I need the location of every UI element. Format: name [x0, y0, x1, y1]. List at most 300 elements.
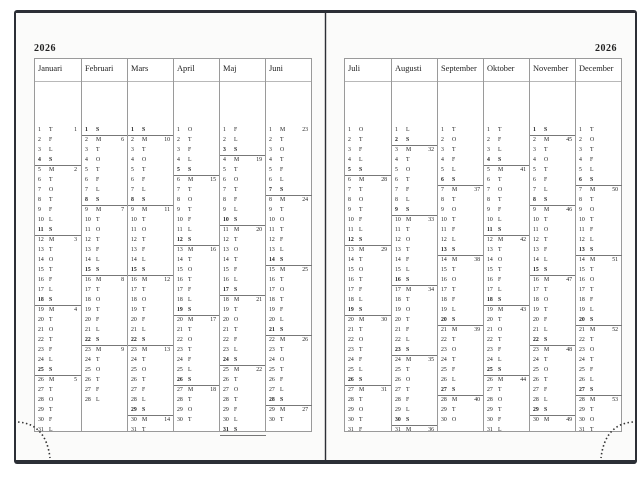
day-row[interactable]	[35, 405, 81, 415]
day-row[interactable]	[576, 305, 622, 315]
day-row[interactable]	[392, 325, 438, 335]
day-row[interactable]	[128, 235, 174, 245]
day-row[interactable]	[576, 335, 622, 345]
day-row[interactable]	[484, 305, 530, 315]
day-row[interactable]	[392, 365, 438, 375]
day-row[interactable]	[438, 125, 484, 135]
day-row[interactable]	[438, 305, 484, 315]
day-row[interactable]	[82, 365, 128, 375]
day-row[interactable]	[82, 305, 128, 315]
day-row[interactable]	[530, 255, 576, 265]
day-row[interactable]	[438, 235, 484, 245]
day-row[interactable]	[35, 255, 81, 265]
day-row[interactable]	[220, 295, 266, 305]
day-row[interactable]	[392, 265, 438, 275]
day-row[interactable]	[128, 165, 174, 175]
day-row[interactable]	[530, 215, 576, 225]
day-row[interactable]	[128, 355, 174, 365]
day-row[interactable]	[438, 415, 484, 425]
day-row[interactable]	[35, 205, 81, 215]
day-row[interactable]	[220, 385, 266, 395]
day-row[interactable]	[392, 195, 438, 205]
day-row[interactable]	[220, 325, 266, 335]
day-row[interactable]	[174, 185, 220, 195]
day-row[interactable]	[345, 335, 391, 345]
day-row[interactable]	[438, 355, 484, 365]
day-row[interactable]	[266, 355, 312, 365]
day-row[interactable]	[392, 295, 438, 305]
day-row[interactable]	[174, 385, 220, 395]
day-row[interactable]	[576, 165, 622, 175]
day-row[interactable]	[392, 405, 438, 415]
day-row[interactable]	[82, 255, 128, 265]
day-row[interactable]	[392, 285, 438, 295]
day-row[interactable]	[82, 205, 128, 215]
day-row[interactable]	[484, 265, 530, 275]
day-row[interactable]	[174, 405, 220, 415]
day-row[interactable]	[35, 325, 81, 335]
day-row[interactable]	[128, 255, 174, 265]
day-row[interactable]	[266, 195, 312, 205]
day-row[interactable]	[35, 345, 81, 355]
day-row[interactable]	[530, 135, 576, 145]
day-row[interactable]	[530, 225, 576, 235]
day-row[interactable]	[220, 375, 266, 385]
day-row[interactable]	[266, 305, 312, 315]
day-row[interactable]	[82, 355, 128, 365]
day-row[interactable]	[438, 195, 484, 205]
day-row[interactable]	[576, 365, 622, 375]
day-row[interactable]	[35, 335, 81, 345]
day-row[interactable]	[266, 315, 312, 325]
day-row[interactable]	[530, 155, 576, 165]
day-row[interactable]	[266, 335, 312, 345]
day-row[interactable]	[345, 245, 391, 255]
day-row[interactable]	[345, 275, 391, 285]
day-row[interactable]	[392, 125, 438, 135]
day-row[interactable]	[438, 265, 484, 275]
day-row[interactable]	[266, 145, 312, 155]
day-row[interactable]	[82, 135, 128, 145]
day-row[interactable]	[220, 255, 266, 265]
day-row[interactable]	[220, 165, 266, 175]
day-row[interactable]	[484, 185, 530, 195]
day-row[interactable]	[530, 275, 576, 285]
day-row[interactable]	[82, 395, 128, 405]
day-row[interactable]	[345, 185, 391, 195]
day-row[interactable]	[266, 365, 312, 375]
day-row[interactable]	[82, 165, 128, 175]
day-row[interactable]	[174, 265, 220, 275]
day-row[interactable]	[438, 205, 484, 215]
day-row[interactable]	[220, 315, 266, 325]
day-row[interactable]	[530, 175, 576, 185]
day-row[interactable]	[484, 165, 530, 175]
day-row[interactable]	[82, 275, 128, 285]
day-row[interactable]	[174, 315, 220, 325]
day-row[interactable]	[484, 145, 530, 155]
day-row[interactable]	[174, 155, 220, 165]
day-row[interactable]	[35, 135, 81, 145]
day-row[interactable]	[35, 175, 81, 185]
day-row[interactable]	[82, 185, 128, 195]
day-row[interactable]	[35, 315, 81, 325]
day-row[interactable]	[35, 235, 81, 245]
day-row[interactable]	[530, 395, 576, 405]
day-row[interactable]	[35, 245, 81, 255]
day-row[interactable]	[220, 345, 266, 355]
day-row[interactable]	[576, 395, 622, 405]
day-row[interactable]	[35, 265, 81, 275]
day-row[interactable]	[484, 335, 530, 345]
day-row[interactable]	[266, 265, 312, 275]
day-row[interactable]	[174, 125, 220, 135]
day-row[interactable]	[484, 125, 530, 135]
day-row[interactable]	[576, 275, 622, 285]
day-row[interactable]	[35, 185, 81, 195]
day-row[interactable]	[392, 145, 438, 155]
day-row[interactable]	[576, 405, 622, 415]
day-row[interactable]	[345, 205, 391, 215]
day-row[interactable]	[345, 295, 391, 305]
day-row[interactable]	[174, 175, 220, 185]
day-row[interactable]	[345, 225, 391, 235]
day-row[interactable]	[174, 345, 220, 355]
day-row[interactable]	[35, 285, 81, 295]
day-row[interactable]	[128, 225, 174, 235]
day-row[interactable]	[576, 255, 622, 265]
day-row[interactable]	[576, 205, 622, 215]
day-row[interactable]	[576, 235, 622, 245]
day-row[interactable]	[530, 305, 576, 315]
day-row[interactable]	[576, 195, 622, 205]
day-row[interactable]	[392, 215, 438, 225]
day-row[interactable]	[128, 245, 174, 255]
day-row[interactable]	[345, 415, 391, 425]
day-row[interactable]	[82, 225, 128, 235]
day-row[interactable]	[484, 275, 530, 285]
day-row[interactable]	[438, 225, 484, 235]
day-row[interactable]	[392, 355, 438, 365]
day-row[interactable]	[345, 285, 391, 295]
day-row[interactable]	[576, 325, 622, 335]
day-row[interactable]	[576, 265, 622, 275]
day-row[interactable]	[266, 375, 312, 385]
day-row[interactable]	[484, 355, 530, 365]
day-row[interactable]	[82, 245, 128, 255]
day-row[interactable]	[220, 335, 266, 345]
day-row[interactable]	[392, 155, 438, 165]
day-row[interactable]	[484, 245, 530, 255]
day-row[interactable]	[128, 275, 174, 285]
day-row[interactable]	[266, 205, 312, 215]
day-row[interactable]	[82, 295, 128, 305]
day-row[interactable]	[576, 145, 622, 155]
day-row[interactable]	[345, 195, 391, 205]
day-row[interactable]	[35, 395, 81, 405]
day-row[interactable]	[438, 365, 484, 375]
day-row[interactable]	[128, 155, 174, 165]
day-row[interactable]	[576, 375, 622, 385]
day-row[interactable]	[484, 315, 530, 325]
day-row[interactable]	[345, 135, 391, 145]
day-row[interactable]	[82, 215, 128, 225]
day-row[interactable]	[576, 155, 622, 165]
day-row[interactable]	[438, 155, 484, 165]
day-row[interactable]	[82, 315, 128, 325]
day-row[interactable]	[484, 235, 530, 245]
day-row[interactable]	[484, 205, 530, 215]
day-row[interactable]	[392, 235, 438, 245]
day-row[interactable]	[530, 165, 576, 175]
day-row[interactable]	[438, 395, 484, 405]
day-row[interactable]	[484, 255, 530, 265]
day-row[interactable]	[128, 185, 174, 195]
day-row[interactable]	[128, 375, 174, 385]
day-row[interactable]	[438, 185, 484, 195]
day-row[interactable]	[345, 325, 391, 335]
day-row[interactable]	[35, 355, 81, 365]
day-row[interactable]	[266, 215, 312, 225]
day-row[interactable]	[220, 185, 266, 195]
day-row[interactable]	[530, 375, 576, 385]
day-row[interactable]	[266, 125, 312, 135]
day-row[interactable]	[392, 245, 438, 255]
day-row[interactable]	[392, 165, 438, 175]
day-row[interactable]	[128, 365, 174, 375]
day-row[interactable]	[266, 135, 312, 145]
day-row[interactable]	[220, 245, 266, 255]
day-row[interactable]	[35, 195, 81, 205]
day-row[interactable]	[438, 325, 484, 335]
day-row[interactable]	[530, 285, 576, 295]
day-row[interactable]	[174, 215, 220, 225]
day-row[interactable]	[392, 185, 438, 195]
day-row[interactable]	[484, 175, 530, 185]
day-row[interactable]	[174, 325, 220, 335]
day-row[interactable]	[438, 255, 484, 265]
day-row[interactable]	[438, 405, 484, 415]
day-row[interactable]	[35, 375, 81, 385]
day-row[interactable]	[266, 295, 312, 305]
day-row[interactable]	[576, 285, 622, 295]
day-row[interactable]	[220, 195, 266, 205]
day-row[interactable]	[392, 255, 438, 265]
day-row[interactable]	[174, 145, 220, 155]
day-row[interactable]	[82, 375, 128, 385]
day-row[interactable]	[530, 355, 576, 365]
day-row[interactable]	[266, 165, 312, 175]
day-row[interactable]	[484, 285, 530, 295]
day-row[interactable]	[484, 345, 530, 355]
day-row[interactable]	[345, 365, 391, 375]
day-row[interactable]	[345, 395, 391, 405]
day-row[interactable]	[82, 155, 128, 165]
day-row[interactable]	[392, 305, 438, 315]
day-row[interactable]	[484, 215, 530, 225]
day-row[interactable]	[530, 345, 576, 355]
day-row[interactable]	[484, 135, 530, 145]
day-row[interactable]	[266, 275, 312, 285]
day-row[interactable]	[576, 345, 622, 355]
day-row[interactable]	[266, 345, 312, 355]
day-row[interactable]	[530, 315, 576, 325]
day-row[interactable]	[128, 395, 174, 405]
day-row[interactable]	[392, 225, 438, 235]
day-row[interactable]	[438, 165, 484, 175]
day-row[interactable]	[392, 385, 438, 395]
day-row[interactable]	[220, 225, 266, 235]
day-row[interactable]	[174, 255, 220, 265]
day-row[interactable]	[82, 385, 128, 395]
day-row[interactable]	[484, 395, 530, 405]
day-row[interactable]	[392, 375, 438, 385]
day-row[interactable]	[345, 345, 391, 355]
day-row[interactable]	[174, 245, 220, 255]
day-row[interactable]	[128, 135, 174, 145]
day-row[interactable]	[266, 235, 312, 245]
day-row[interactable]	[484, 425, 530, 435]
day-row[interactable]	[128, 215, 174, 225]
day-row[interactable]	[128, 175, 174, 185]
day-row[interactable]	[530, 205, 576, 215]
day-row[interactable]	[345, 145, 391, 155]
day-row[interactable]	[174, 205, 220, 215]
day-row[interactable]	[174, 335, 220, 345]
day-row[interactable]	[35, 215, 81, 225]
day-row[interactable]	[220, 135, 266, 145]
day-row[interactable]	[266, 285, 312, 295]
day-row[interactable]	[35, 145, 81, 155]
day-row[interactable]	[174, 365, 220, 375]
day-row[interactable]	[220, 235, 266, 245]
day-row[interactable]	[266, 385, 312, 395]
day-row[interactable]	[438, 275, 484, 285]
day-row[interactable]	[220, 265, 266, 275]
day-row[interactable]	[484, 415, 530, 425]
day-row[interactable]	[82, 235, 128, 245]
day-row[interactable]	[345, 125, 391, 135]
day-row[interactable]	[35, 275, 81, 285]
day-row[interactable]	[82, 325, 128, 335]
day-row[interactable]	[530, 145, 576, 155]
day-row[interactable]	[128, 285, 174, 295]
day-row[interactable]	[438, 285, 484, 295]
day-row[interactable]	[174, 275, 220, 285]
day-row[interactable]	[530, 385, 576, 395]
day-row[interactable]	[174, 395, 220, 405]
day-row[interactable]	[530, 245, 576, 255]
day-row[interactable]	[128, 295, 174, 305]
day-row[interactable]	[392, 335, 438, 345]
day-row[interactable]	[128, 415, 174, 425]
day-row[interactable]	[345, 255, 391, 265]
day-row[interactable]	[266, 245, 312, 255]
day-row[interactable]	[174, 415, 220, 425]
day-row[interactable]	[530, 365, 576, 375]
day-row[interactable]	[530, 235, 576, 245]
day-row[interactable]	[576, 215, 622, 225]
day-row[interactable]	[345, 315, 391, 325]
day-row[interactable]	[220, 395, 266, 405]
day-row[interactable]	[576, 135, 622, 145]
day-row[interactable]	[576, 185, 622, 195]
day-row[interactable]	[174, 135, 220, 145]
day-row[interactable]	[266, 155, 312, 165]
day-row[interactable]	[438, 345, 484, 355]
day-row[interactable]	[345, 425, 391, 435]
day-row[interactable]	[266, 405, 312, 415]
day-row[interactable]	[392, 175, 438, 185]
day-row[interactable]	[345, 155, 391, 165]
day-row[interactable]	[438, 335, 484, 345]
day-row[interactable]	[174, 355, 220, 365]
day-row[interactable]	[345, 265, 391, 275]
day-row[interactable]	[174, 225, 220, 235]
day-row[interactable]	[345, 355, 391, 365]
day-row[interactable]	[530, 325, 576, 335]
day-row[interactable]	[174, 295, 220, 305]
day-row[interactable]	[438, 145, 484, 155]
day-row[interactable]	[484, 375, 530, 385]
day-row[interactable]	[220, 155, 266, 165]
day-row[interactable]	[345, 215, 391, 225]
day-row[interactable]	[438, 295, 484, 305]
day-row[interactable]	[576, 295, 622, 305]
day-row[interactable]	[220, 415, 266, 425]
day-row[interactable]	[82, 145, 128, 155]
day-row[interactable]	[484, 385, 530, 395]
day-row[interactable]	[128, 205, 174, 215]
day-row[interactable]	[438, 135, 484, 145]
day-row[interactable]	[82, 285, 128, 295]
day-row[interactable]	[128, 385, 174, 395]
day-row[interactable]	[82, 345, 128, 355]
day-row[interactable]	[128, 425, 174, 435]
day-row[interactable]	[345, 175, 391, 185]
day-row[interactable]	[35, 165, 81, 175]
day-row[interactable]	[576, 125, 622, 135]
day-row[interactable]	[220, 425, 266, 436]
day-row[interactable]	[266, 415, 312, 425]
day-row[interactable]	[576, 225, 622, 235]
day-row[interactable]	[128, 315, 174, 325]
day-row[interactable]	[35, 385, 81, 395]
day-row[interactable]	[484, 195, 530, 205]
day-row[interactable]	[174, 195, 220, 205]
day-row[interactable]	[484, 405, 530, 415]
day-row[interactable]	[484, 325, 530, 335]
day-row[interactable]	[438, 375, 484, 385]
day-row[interactable]	[128, 345, 174, 355]
day-row[interactable]	[220, 125, 266, 135]
day-row[interactable]	[392, 395, 438, 405]
day-row[interactable]	[220, 365, 266, 375]
day-row[interactable]	[128, 305, 174, 315]
day-row[interactable]	[266, 225, 312, 235]
day-row[interactable]	[220, 275, 266, 285]
day-row[interactable]	[576, 355, 622, 365]
day-row[interactable]	[530, 185, 576, 195]
day-row[interactable]	[530, 415, 576, 425]
day-row[interactable]	[392, 425, 438, 435]
day-row[interactable]	[392, 315, 438, 325]
day-row[interactable]	[345, 405, 391, 415]
day-row[interactable]	[128, 145, 174, 155]
day-row[interactable]	[220, 175, 266, 185]
day-row[interactable]	[266, 175, 312, 185]
day-row[interactable]	[35, 305, 81, 315]
